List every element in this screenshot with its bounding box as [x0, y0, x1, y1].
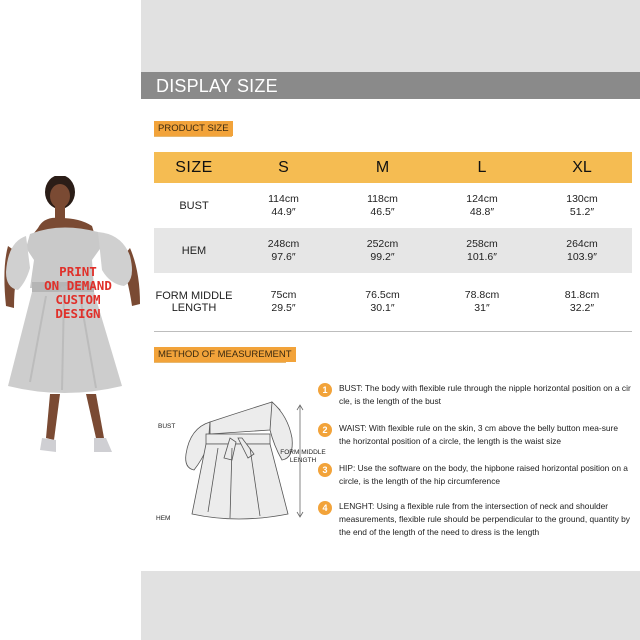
table-row-hem: [154, 228, 632, 273]
step-text: LENGHT: Using a flexible rule from the intersection of neck and shoulder measurements, flexible rule should be perpendicular to the ground, quantity by the end of the length of the need to dress is the length: [339, 501, 630, 537]
size-header-corner: SIZE: [154, 152, 234, 183]
step-number-badge: 2: [318, 423, 332, 437]
dress-outline: [186, 402, 293, 519]
step-number-badge: 4: [318, 501, 332, 515]
print-on-demand-watermark: PRINT ON DEMAND CUSTOM DESIGN: [44, 264, 112, 321]
diagram-label-form-middle-length: FORM MIDDLE LENGTH: [280, 449, 326, 464]
step-number-badge: 3: [318, 463, 332, 477]
step-text: BUST: The body with flexible rule through the nipple horizontal position on a cir cle, is the length of the bust: [339, 383, 631, 406]
size-header-l: L: [432, 152, 532, 183]
method-tag: METHOD OF MEASUREMENT: [154, 347, 296, 362]
step-text: WAIST: With flexible rule on the skin, 3 cm above the belly button mea-sure the horizontal position of a circle, the length is the waist size: [339, 423, 618, 446]
product-size-tag: PRODUCT SIZE: [154, 121, 233, 136]
table-cell: 252cm 99.2″: [333, 228, 432, 273]
table-cell: 258cm 101.6″: [432, 228, 532, 273]
step-text: HIP: Use the software on the body, the hipbone raised horizontal position on a circle, is the length of the hip circumference: [339, 463, 628, 486]
table-cell: 118cm 46.5″: [333, 183, 432, 228]
table-row-bust: [154, 183, 632, 228]
table-cell: 75cm 29.5″: [234, 273, 333, 331]
product-size-underline: [154, 136, 232, 137]
model-photo: [0, 176, 148, 468]
size-header-m: M: [333, 152, 432, 183]
table-cell: 124cm 48.8″: [432, 183, 532, 228]
table-cell: 76.5cm 30.1″: [333, 273, 432, 331]
size-header-xl: XL: [532, 152, 632, 183]
row-label-form-middle-length: FORM MIDDLE LENGTH: [154, 273, 234, 331]
diagram-label-hem: HEM: [156, 515, 171, 522]
size-header-row: [154, 152, 632, 183]
table-cell: 78.8cm 31″: [432, 273, 532, 331]
table-row-form-middle-length: [154, 273, 632, 331]
table-cell: 81.8cm 32.2″: [532, 273, 632, 331]
size-header-s: S: [234, 152, 333, 183]
table-cell: 248cm 97.6″: [234, 228, 333, 273]
table-cell: 114cm 44.9″: [234, 183, 333, 228]
diagram-label-bust: BUST: [158, 423, 176, 430]
table-cell: 130cm 51.2″: [532, 183, 632, 228]
row-label-hem: HEM: [154, 228, 234, 273]
bottom-gray-band: [141, 571, 640, 640]
method-underline: [154, 362, 286, 363]
table-cell: 264cm 103.9″: [532, 228, 632, 273]
step-number-badge: 1: [318, 383, 332, 397]
page-title: DISPLAY SIZE: [156, 76, 278, 96]
row-label-bust: BUST: [154, 183, 234, 228]
top-gray-band: [141, 0, 640, 72]
size-table: [154, 152, 632, 332]
